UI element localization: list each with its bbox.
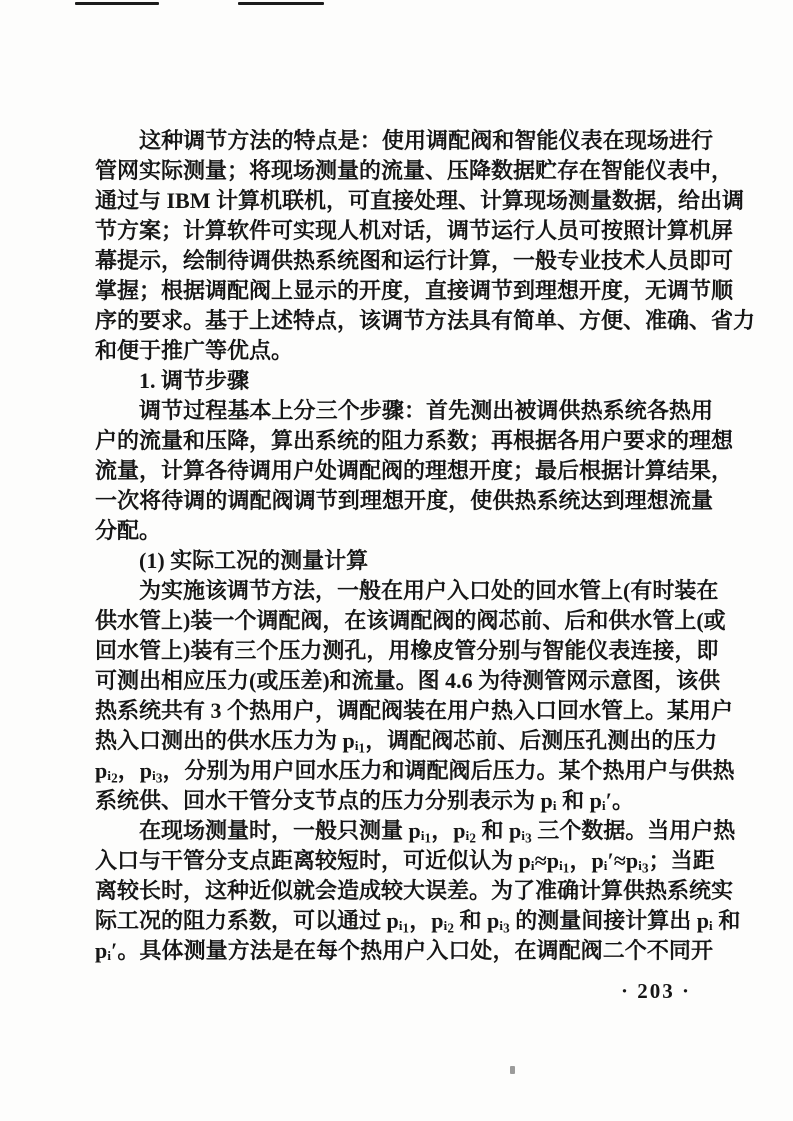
text-line: 和便于推广等优点。 — [95, 338, 294, 363]
text-line: 流量，计算各待调用户处调配阀的理想开度；最后根据计算结果， — [95, 458, 734, 483]
text-line: pᵢ′。具体测量方法是在每个热用户入口处，在调配阀二个不同开 — [95, 938, 713, 963]
text-line: 热系统共有 3 个热用户，调配阀装在用户热入口回水管上。某用户 — [95, 698, 734, 723]
text-line: 回水管上)装有三个压力测孔，用橡皮管分别与智能仪表连接，即 — [95, 638, 719, 663]
text-line: 调节过程基本上分三个步骤：首先测出被调供热系统各热用 — [139, 398, 713, 423]
text-line: 节方案；计算软件可实现人机对话，调节运行人员可按照计算机屏 — [95, 218, 734, 243]
page-number: · 203 · — [620, 979, 691, 1003]
text-line: pᵢ₂，pᵢ₃，分别为用户回水压力和调配阀后压力。某个热用户与供热 — [95, 758, 735, 783]
text-line: 在现场测量时，一般只测量 pᵢ₁，pᵢ₂ 和 pᵢ₃ 三个数据。当用户热 — [139, 818, 736, 843]
section-heading-adjustment-steps: 1. 调节步骤 — [139, 368, 250, 393]
text-line: 通过与 IBM 计算机联机，可直接处理、计算现场测量数据，给出调 — [95, 188, 745, 213]
text-line: 一次将待调的调配阀调节到理想开度，使供热系统达到理想流量 — [95, 488, 713, 513]
section-heading-measurement-calculation: (1) 实际工况的测量计算 — [139, 548, 369, 573]
paragraph-method-features — [95, 126, 756, 366]
text-line: 系统供、回水干管分支节点的压力分别表示为 pᵢ 和 pᵢ′。 — [95, 788, 634, 813]
text-line: 管网实际测量；将现场测量的流量、压降数据贮存在智能仪表中， — [95, 158, 734, 183]
paragraph-three-steps — [95, 396, 734, 546]
text-line: 热入口测出的供水压力为 pᵢ₁，调配阀芯前、后测压孔测出的压力 — [95, 728, 718, 753]
text-line: 序的要求。基于上述特点，该调节方法具有简单、方便、准确、省力 — [95, 308, 756, 333]
text-line: 供水管上)装一个调配阀，在该调配阀的阀芯前、后和供水管上(或 — [95, 608, 726, 633]
scan-artifact-line-left — [75, 2, 159, 5]
paragraph-measurement-setup — [95, 576, 735, 816]
text-line: 幕提示，绘制待调供热系统图和运行计算，一般专业技术人员即可 — [95, 248, 734, 273]
text-line: 入口与干管分支点距离较短时，可近似认为 pᵢ≈pᵢ₁，pᵢ′≈pᵢ₃；当距 — [95, 848, 715, 873]
text-line: 户的流量和压降，算出系统的阻力系数；再根据各用户要求的理想 — [95, 428, 734, 453]
text-line: 掌握；根据调配阀上显示的开度，直接调节到理想开度，无调节顺 — [95, 278, 734, 303]
page-body-text — [95, 126, 756, 966]
text-line: 分配。 — [95, 518, 162, 543]
paragraph-field-measurement — [95, 816, 741, 966]
text-line: 可测出相应压力(或压差)和流量。图 4.6 为待测管网示意图，该供 — [95, 668, 721, 693]
text-line: 这种调节方法的特点是：使用调配阀和智能仪表在现场进行 — [139, 128, 713, 153]
text-line: 离较长时，这种近似就会造成较大误差。为了准确计算供热系统实 — [95, 878, 734, 903]
text-line: 际工况的阻力系数，可以通过 pᵢ₁，pᵢ₂ 和 pᵢ₃ 的测量间接计算出 pᵢ 和 — [95, 908, 741, 933]
scan-artifact-speck — [510, 1066, 515, 1074]
text-line: 为实施该调节方法，一般在用户入口处的回水管上(有时装在 — [139, 578, 719, 603]
scan-artifact-line-right — [238, 2, 324, 5]
